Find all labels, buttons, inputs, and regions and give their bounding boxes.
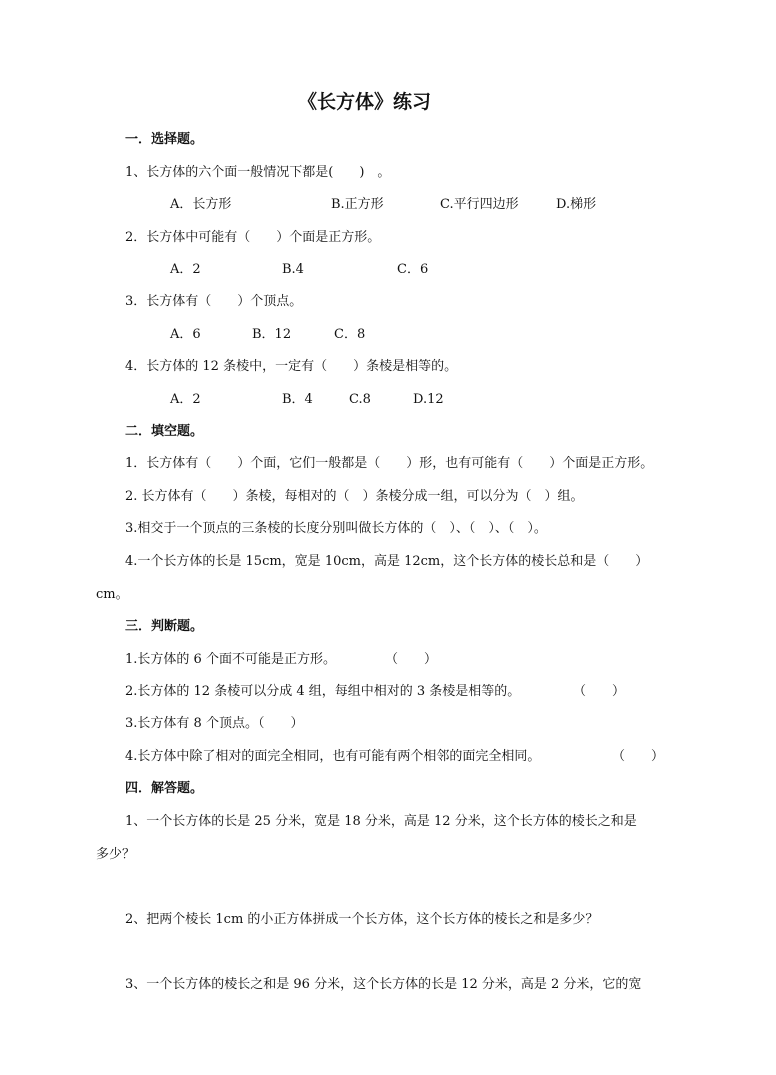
s1-q4-option-d: D.12: [413, 392, 444, 407]
s1-q3-option-c: C．8: [334, 327, 366, 342]
s3-question-4: 4.长方体中除了相对的面完全相同，也有可能有两个相邻的面完全相同。: [125, 749, 541, 764]
section-4-heading: 四．解答题。: [125, 781, 204, 796]
s1-q2-option-b: B.4: [282, 262, 304, 277]
s1-question-1: 1、长方体的六个面一般情况下都是( ) 。: [125, 165, 391, 180]
s1-q4-option-b: B．4: [282, 392, 313, 407]
s1-q3-option-b: B．12: [252, 327, 292, 342]
s4-question-2: 2、把两个棱长 1cm 的小正方体拼成一个长方体，这个长方体的棱长之和是多少？: [125, 912, 599, 927]
s1-q2-option-a: A．2: [170, 262, 201, 277]
s1-q1-option-c: C.平行四边形: [440, 197, 519, 212]
s3-question-4-parens: （ ）: [612, 749, 665, 764]
s1-q4-option-c: C.8: [349, 392, 371, 407]
s3-question-1-parens: （ ）: [385, 652, 438, 667]
s3-question-2: 2.长方体的 12 条棱可以分成 4 组，每组中相对的 3 条棱是相等的。: [125, 684, 521, 699]
s2-question-4-line-2: cm。: [96, 587, 129, 602]
s1-question-3: 3．长方体有（ ）个顶点。: [125, 294, 303, 309]
s2-question-1: 1．长方体有（ ）个面，它们一般都是（ ）形，也有可能有（ ）个面是正方形。: [125, 456, 654, 471]
s3-question-3: 3.长方体有 8 个顶点。（ ）: [125, 716, 304, 731]
s3-question-1: 1.长方体的 6 个面不可能是正方形。: [125, 652, 336, 667]
s4-question-3: 3、一个长方体的棱长之和是 96 分米，这个长方体的长是 12 分米，高是 2 分米，它的宽: [125, 977, 642, 992]
s1-q1-option-d: D.梯形: [556, 197, 597, 212]
s1-question-2: 2．长方体中可能有（ ）个面是正方形。: [125, 230, 381, 245]
s2-question-4-line-1: 4.一个长方体的长是 15cm，宽是 10cm，高是 12cm，这个长方体的棱长总和是（ ）: [125, 554, 649, 569]
s1-q1-option-b: B.正方形: [331, 197, 384, 212]
s1-q2-option-c: C．6: [397, 262, 429, 277]
s1-q4-option-a: A．2: [170, 392, 201, 407]
page-title: 《长方体》练习: [298, 91, 432, 113]
s1-q3-option-a: A．6: [170, 327, 201, 342]
s4-question-1-line-1: 1、一个长方体的长是 25 分米，宽是 18 分米，高是 12 分米，这个长方体的棱长之和是: [125, 814, 637, 829]
s4-question-1-line-2: 多少？: [96, 847, 136, 862]
s2-question-3: 3.相交于一个顶点的三条棱的长度分别叫做长方体的（ ）、（ ）、（ ）。: [125, 521, 547, 536]
s1-question-4: 4．长方体的 12 条棱中，一定有（ ）条棱是相等的。: [125, 359, 458, 374]
s3-question-2-parens: （ ）: [573, 684, 626, 699]
section-3-heading: 三．判断题。: [125, 619, 204, 634]
s1-q1-option-a: A．长方形: [170, 197, 232, 212]
s2-question-2: 2. 长方体有（ ）条棱，每相对的（ ）条棱分成一组，可以分为（ ）组。: [125, 489, 584, 504]
section-2-heading: 二．填空题。: [125, 424, 204, 439]
section-1-heading: 一．选择题。: [125, 132, 204, 147]
